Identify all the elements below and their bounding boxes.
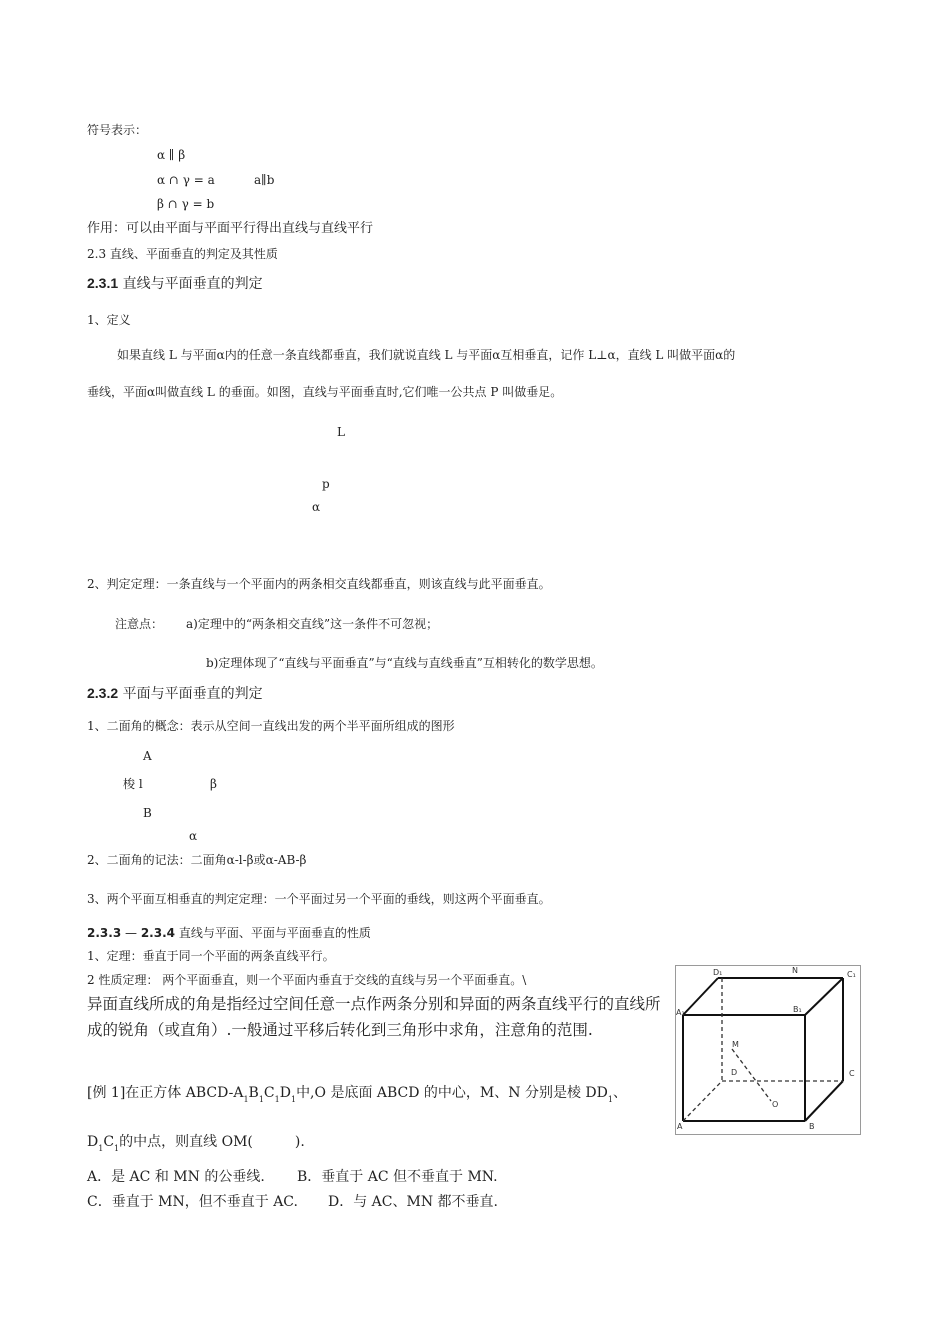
dihedral-label-A: A xyxy=(143,749,152,763)
section-2-3-2-number: 2.3.2 xyxy=(87,685,119,701)
section-2-3-4-number: 2.3.4 xyxy=(140,926,175,940)
section-2-3-2-heading xyxy=(87,685,263,702)
section-2-3-3-number: 2.3.3 xyxy=(87,926,122,940)
cube-label-C1: C₁ xyxy=(847,970,856,979)
example-text: 、 xyxy=(612,1085,627,1101)
subscript: 1 xyxy=(258,1095,264,1104)
dihedral-label-beta: β xyxy=(210,777,217,791)
cube-frame xyxy=(676,966,861,1135)
example-text: 的中点，则直线 OM( ). xyxy=(119,1134,305,1150)
section-dash: — xyxy=(125,926,137,940)
cube-label-C: C xyxy=(849,1069,855,1078)
property-item-1: 1、定理：垂直于同一个平面的两条直线平行。 xyxy=(87,949,335,963)
subscript: 1 xyxy=(290,1095,297,1104)
cube-label-D: D xyxy=(731,1068,738,1077)
example-1-line-1 xyxy=(87,1083,627,1110)
example-text: [例 1]在正方体 ABCD-A xyxy=(87,1085,244,1101)
plane-perpendicular-theorem: 3、两个平面互相垂直的判定定理：一个平面过另一个平面的垂线，则这两个平面垂直。 xyxy=(87,892,551,906)
cube-label-M: M xyxy=(732,1040,739,1049)
perpendicular-theorem: 2、判定定理：一条直线与一个平面内的两条相交直线都垂直，则该直线与此平面垂直。 xyxy=(87,577,551,591)
section-2-3-3-title: 直线与平面、平面与平面垂直的性质 xyxy=(178,926,371,940)
subscript: 1 xyxy=(98,1144,104,1153)
figure-label-alpha: α xyxy=(312,500,321,514)
section-2-3-1-heading xyxy=(87,275,263,292)
subscript: 1 xyxy=(243,1095,249,1104)
figure-label-p: p xyxy=(322,477,330,491)
example-text: D xyxy=(87,1134,99,1150)
property-item-2: 2 性质定理： 两个平面垂直，则一个平面内垂直于交线的直线与另一个平面垂直。\ xyxy=(87,973,527,987)
example-text: B xyxy=(248,1085,259,1101)
symbol-line-3: β ∩ γ = b xyxy=(157,197,215,211)
option-d: D．与 AC、MN 都不垂直. xyxy=(328,1194,498,1210)
section-2-3-title: 2.3 直线、平面垂直的判定及其性质 xyxy=(87,247,278,261)
section-2-3-3-heading xyxy=(87,925,371,941)
subscript: 1 xyxy=(114,1144,120,1153)
example-text: 中,O 是底面 ABCD 的中心，M、N 分别是棱 DD xyxy=(296,1085,608,1101)
subscript: 1 xyxy=(607,1095,613,1104)
example-text: C xyxy=(103,1134,115,1150)
dihedral-notation: 2、二面角的记法：二面角α-l-β或α-AB-β xyxy=(87,853,307,867)
section-2-3-1-title: 直线与平面垂直的判定 xyxy=(122,276,263,292)
section-2-3-1-number: 2.3.1 xyxy=(87,275,119,291)
option-b: B．垂直于 AC 但不垂直于 MN. xyxy=(297,1169,498,1185)
skew-lines-paragraph: 异面直线所成的角是指经过空间任意一点作两条分别和异面的两条直线平行的直线所成的锐角（或直角）.一般通过平移后转化到三角形中求角，注意角的范围. xyxy=(87,995,661,1039)
example-text: C xyxy=(263,1085,275,1101)
symbol-usage: 作用：可以由平面与平面平行得出直线与直线平行 xyxy=(87,221,374,236)
definition-line-2: 垂线，平面α叫做直线 L 的垂面。如图，直线与平面垂直时,它们唯一公共点 P 叫做垂足。 xyxy=(87,385,563,399)
symbol-heading: 符号表示： xyxy=(87,123,148,137)
dihedral-concept: 1、二面角的概念：表示从空间一直线出发的两个半平面所组成的图形 xyxy=(87,719,455,733)
example-text: D xyxy=(279,1085,291,1101)
cube-label-B1: B₁ xyxy=(793,1005,802,1014)
note-a: a)定理中的“两条相交直线”这一条件不可忽视； xyxy=(186,617,439,631)
cube-label-A1: A₁ xyxy=(676,1008,685,1017)
cube-label-B: B xyxy=(809,1122,815,1131)
dihedral-label-alpha: α xyxy=(189,829,198,843)
note-b: b)定理体现了“直线与平面垂直”与“直线与直线垂直”互相转化的数学思想。 xyxy=(206,656,603,670)
symbol-line-2a: α ∩ γ = a xyxy=(157,173,215,187)
dihedral-edge-label: 梭 l xyxy=(123,777,143,791)
cube-label-A: A xyxy=(677,1122,683,1131)
symbol-line-1: α ∥ β xyxy=(157,148,186,162)
subscript: 1 xyxy=(274,1095,280,1104)
dihedral-label-B: B xyxy=(143,806,152,820)
symbol-line-2b: a∥b xyxy=(254,173,275,187)
definition-heading: 1、定义 xyxy=(87,313,131,327)
figure-label-L: L xyxy=(337,425,345,439)
example-1-line-2 xyxy=(87,1132,305,1159)
option-a: A．是 AC 和 MN 的公垂线. xyxy=(87,1169,265,1185)
cube-label-N: N xyxy=(792,966,798,975)
note-label: 注意点： xyxy=(115,617,164,631)
section-2-3-2-title: 平面与平面垂直的判定 xyxy=(122,686,263,702)
cube-label-O: O xyxy=(772,1100,779,1109)
cube-label-D1: D₁ xyxy=(713,968,723,977)
cube-figure xyxy=(675,965,861,1135)
definition-line-1: 如果直线 L 与平面α内的任意一条直线都垂直，我们就说直线 L 与平面α互相垂直，记作 L⊥α，直线 L 叫做平面α的 xyxy=(117,348,736,362)
option-c: C．垂直于 MN，但不垂直于 AC. xyxy=(87,1194,298,1210)
